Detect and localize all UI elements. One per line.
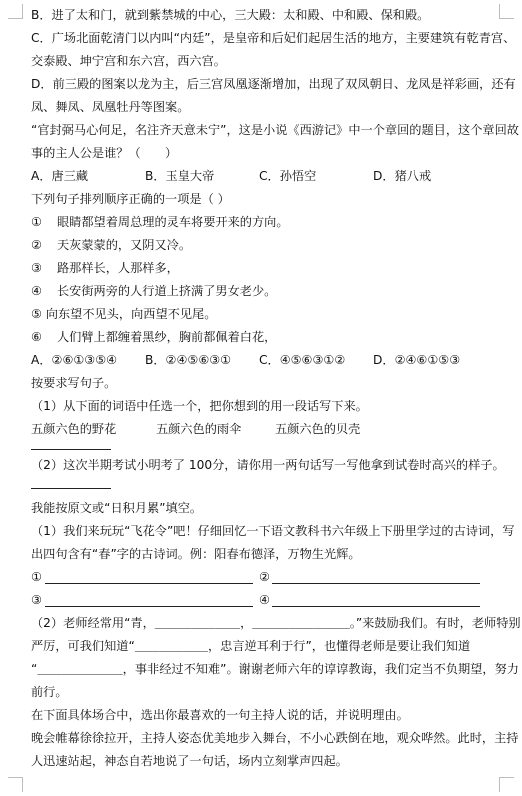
section-heading-writing: 按要求写句子。 <box>31 376 117 390</box>
choice-a: A．唐三藏 <box>31 169 89 183</box>
order-choice-a: A．②⑥①③⑤④ <box>31 353 118 367</box>
page-corner-mark <box>8 777 23 792</box>
poem-blank-label: ② <box>259 570 270 584</box>
question-journey-west-cont: 事的主人公是谁？（ ） <box>31 146 178 160</box>
phrase-option: 五颜六色的贝壳 <box>275 422 361 436</box>
sentence-item: ⑤ 向东望不见头，向西望不见尾。 <box>31 307 217 321</box>
sentence-item <box>31 260 179 276</box>
option-b-text: B．进了太和门，就到紫禁城的中心，三大殿：太和殿、中和殿、保和殿。 <box>31 8 430 22</box>
sentence-text: 眼睛都望着周总理的灵车将要开来的方向。 <box>57 215 289 229</box>
option-c-text: C．广场北面乾清门以内叫“内廷”，是皇帝和后妃们起居生活的地方，主要建筑有乾青宫、 <box>31 31 516 45</box>
item-number: ② <box>31 238 42 252</box>
sentence-text: 路那样长，人那样多， <box>57 261 179 275</box>
page-corner-mark <box>499 4 514 19</box>
poem-answer-blank[interactable] <box>272 583 480 584</box>
order-choice-b: B．②④⑤⑥③① <box>145 353 232 367</box>
question-sentence-order: 下列句子排列顺序正确的一项是（ ） <box>31 192 230 206</box>
sentence-text: 人们臂上都缠着黑纱，胸前都佩着白花， <box>57 330 277 344</box>
poem-answer-blank[interactable] <box>272 606 480 607</box>
item-number: ④ <box>31 284 42 298</box>
answer-blank[interactable] <box>31 449 111 450</box>
poem-answer-blank[interactable] <box>45 583 253 584</box>
sentence-item <box>31 237 191 253</box>
poem-prompt: （1）我们来玩玩“飞花令”吧！仔细回忆一下语文教科书六年级上下册里学过的古诗词，写 <box>31 524 515 538</box>
proverb-fill: （2）老师经常用“青，＿＿＿＿＿＿＿，＿＿＿＿＿＿＿＿。”来鼓励我们。有时，老师特别 <box>31 616 521 630</box>
scenario-text: 晚会帷幕徐徐拉开，主持人姿态优美地步入舞台，不小心跌倒在地，观众哗然。此时，主持 <box>31 731 519 745</box>
proverb-fill-cont: “＿＿＿＿＿＿＿，事非经过不知难”。谢谢老师六年的谆谆教诲，我们定当不负期望，努力 <box>31 662 519 676</box>
phrase-option: 五颜六色的雨伞 <box>156 422 242 436</box>
scenario-text-cont: 人迅速站起，神态自若地说了一句话，场内立刻掌声四起。 <box>31 754 348 768</box>
item-number: ① <box>31 215 42 229</box>
poem-blank-label: ④ <box>259 593 270 607</box>
page-corner-mark <box>8 4 23 19</box>
order-choice-d: D．②④⑥①⑤③ <box>373 353 461 367</box>
section-heading-host: 在下面具体场合中，选出你最喜欢的一句主持人说的话，并说明理由。 <box>31 708 409 722</box>
poem-blank-label: ① <box>31 570 42 584</box>
item-number: ⑥ <box>31 330 42 344</box>
phrase-option: 五颜六色的野花 <box>31 422 117 436</box>
question-journey-west: “官封弼马心何足，名注齐天意未宁”，这是小说《西游记》中一个章回的题目，这个章回故 <box>31 123 519 137</box>
page-corner-mark <box>499 777 514 792</box>
poem-prompt-cont: 出四句含有“春”字的古诗词。例：阳春布德泽，万物生光辉。 <box>31 547 361 561</box>
order-choice-c: C．④⑤⑥③①② <box>259 353 346 367</box>
option-c-text-cont: 交泰殿、坤宁宫和东六宫，西六宫。 <box>31 54 226 68</box>
poem-blank-label: ③ <box>31 593 42 607</box>
sentence-item <box>31 283 276 299</box>
choice-b: B．玉皇大帝 <box>145 169 215 183</box>
choice-d: D．猪八戒 <box>373 169 432 183</box>
proverb-fill-end: 前行。 <box>31 685 68 699</box>
sentence-text: 长安街两旁的人行道上挤满了男女老少。 <box>57 284 277 298</box>
section-heading-fill: 我能按原文或“日积月累”填空。 <box>31 501 203 515</box>
writing-prompt-2: （2）这次半期考试小明考了 100分，请你用一两句话写一写他拿到试卷时高兴的样子。 <box>31 458 505 472</box>
option-d-text: D．前三殿的图案以龙为主，后三宫凤凰逐渐增加，出现了双凤朝日、龙凤是祥彩画，还有 <box>31 77 516 91</box>
poem-answer-blank[interactable] <box>45 606 253 607</box>
choice-c: C．孙悟空 <box>259 169 317 183</box>
sentence-item <box>31 329 276 345</box>
writing-prompt-1: （1）从下面的词语中任选一个，把你想到的用一段话写下来。 <box>31 399 368 413</box>
answer-blank[interactable] <box>31 488 111 489</box>
item-number: ③ <box>31 261 42 275</box>
option-d-text-cont: 凤、舞凤、凤凰牡丹等图案。 <box>31 100 190 114</box>
proverb-fill-cont: 严厉，可我们知道“＿＿＿＿＿＿，忠言逆耳利于行”，也懂得老师是要让我们知道 <box>31 639 471 653</box>
sentence-text: 天灰蒙蒙的，又阴又冷。 <box>57 238 192 252</box>
sentence-item <box>31 214 289 230</box>
